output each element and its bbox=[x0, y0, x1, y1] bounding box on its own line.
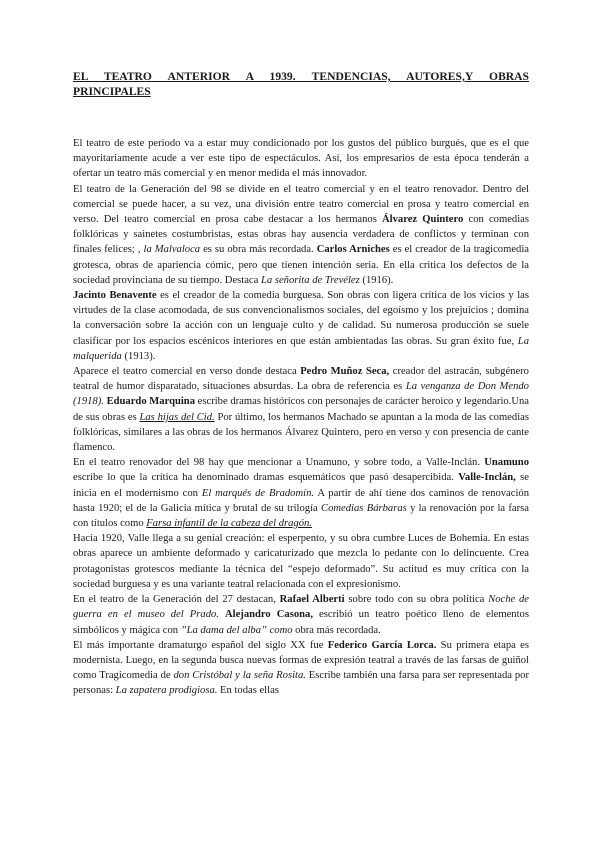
work-title: El marqués de Bradomín. bbox=[201, 487, 315, 499]
paragraph-intro-text: El teatro de este periodo va a estar muy condicionado por los gustos del público burgués, que es el que mayoritariamente acude a ver este tipo de espectáculos. Así, los empresarios de esta época tenderán a ofertar un teatro más comercial y en menor medida el más innovador. bbox=[73, 138, 529, 180]
text-span: En el teatro de la Generación del 27 destacan, bbox=[73, 594, 280, 606]
text-span: es el creador de la comedia burguesa. Son obras con ligera crítica de los vicios y las virtudes de la clase acomodada, de sus convencionalismos sociales, del egoísmo y los prejuicios ; domina la conversación sobre la acción con un lenguaje culto y de calidad. Su numerosa producción se suele clasificar por los espacios escénicos interiores en que están ambientadas las obras. Su gran éxito fue, bbox=[73, 290, 529, 347]
author-unamuno: Unamuno bbox=[484, 457, 529, 469]
paragraph-lorca bbox=[73, 638, 529, 699]
text-span: Por último, los hermanos Machado se apuntan a la moda de las comedias folklóricas, similares a las obras de los hermanos Álvarez Quintero, pero en verso y con presencia de cante flamenco. bbox=[73, 411, 529, 454]
text-span: con comedias folklóricas y sainetes costumbristas, estas obras hay ausencia verdadera de conflictos y terminan con finales felices; , bbox=[73, 214, 529, 256]
text-span: escribe dramas históricos con personajes de carácter heroico y legendario.Una de sus obras es bbox=[73, 396, 529, 423]
author-rafael-alberti: Rafael Alberti bbox=[279, 594, 345, 606]
author-garcia-lorca: Federico García Lorca. bbox=[327, 639, 437, 651]
work-title: La malquerida bbox=[73, 335, 529, 362]
text-span: y la renovación por la farsa con títulos como bbox=[73, 502, 529, 530]
paragraph-benavente bbox=[73, 288, 529, 364]
paragraph-esperpento-text: Hacia 1920, Valle llega a su genial creación: el esperpento, y su obra cumbre Luces de Bohemia. En estas obras aparece un ambiente deformado y caricaturizado que mezcla lo pedante con lo delincuente. Crea protagonistas grotescos mediante la técnica del “espejo deformado”. Su actitud es muy crítica con la sociedad burguesa y es una variante teatral relacionada con el expresionismo. bbox=[73, 533, 529, 590]
text-span: es su obra más recordada. bbox=[200, 244, 317, 256]
author-carlos-arniches: Carlos Arniches bbox=[316, 244, 390, 256]
work-title: la Malvaloca bbox=[143, 244, 201, 256]
text-span: es el creador de la tragicomedia grotesca, obras de apariencia cómic, pero que tienen intención seria. En ella critica los defectos de la sociedad provinciana de su tiempo. Destaca bbox=[73, 244, 529, 286]
author-eduardo-marquina: Eduardo Marquina bbox=[106, 396, 195, 408]
text-span: (1916). bbox=[359, 274, 394, 286]
text-span: El más importante dramaturgo español del siglo XX fue bbox=[73, 639, 328, 651]
work-title: La zapatera prodigiosa. bbox=[115, 685, 218, 697]
document-body bbox=[73, 136, 529, 699]
text-span: (1913). bbox=[121, 350, 156, 362]
author-munoz-seca: Pedro Muñoz Seca, bbox=[300, 366, 390, 378]
document-title-line-2 bbox=[73, 85, 529, 100]
author-valle-inclan: Valle-Inclán, bbox=[458, 472, 516, 484]
work-title: Farsa infantil de la cabeza del dragón. bbox=[146, 518, 312, 530]
paragraph-intro bbox=[73, 136, 529, 182]
work-title: don Cristóbal y la seña Rosita. bbox=[173, 670, 306, 682]
text-span: Aparece el teatro comercial en verso donde destaca bbox=[73, 366, 301, 378]
work-title: ”La dama del alba” como bbox=[180, 624, 293, 636]
document-title-line-1: EL TEATRO ANTERIOR A 1939. TENDENCIAS, AUTORES,Y OBRAS bbox=[73, 70, 529, 83]
text-span: El teatro de la Generación del 98 se divide en el teatro comercial y en el teatro renovador. Dentro del comercial se puede hacer, a su vez, una división entre teatro comercial en prosa y teatro comercial en verso. Del teatro comercial en prosa cabe destacar a los hermanos bbox=[73, 183, 529, 226]
author-alvarez-quintero: Álvarez Quintero bbox=[382, 214, 464, 226]
work-title: La señorita de Trevélez bbox=[260, 274, 360, 286]
text-span: A partir de ahí tiene dos caminos de renovación hasta 1920; el de la Galicia mítica y brutal de su trilogía bbox=[73, 487, 529, 514]
text-span: Escribe también una farsa para ser representada por personas: bbox=[73, 670, 530, 697]
work-title: Las hijas del Cid. bbox=[139, 411, 215, 423]
paragraph-esperpento bbox=[73, 531, 529, 592]
text-span: Su primera etapa es modernista. Luego, en la segunda busca nuevas formas de expresión teatral a través de las farsas de guiñol como Tragicomedia de bbox=[73, 639, 529, 682]
author-alejandro-casona: Alejandro Casona, bbox=[225, 609, 313, 621]
work-title: La venganza de Don Mendo (1918). bbox=[73, 381, 529, 408]
text-span: escribe lo que la crítica ha denominado dramas esquemáticos que pasó desapercibida. bbox=[73, 472, 459, 484]
document-title-line-2-text: PRINCIPALES bbox=[73, 84, 151, 98]
author-jacinto-benavente: Jacinto Benavente bbox=[73, 290, 157, 302]
paragraph-teatro-verso bbox=[73, 364, 529, 455]
text-span: sobre todo con su obra política bbox=[344, 594, 489, 606]
text-span: creador del astracán, subgénero teatral de humor disparatado, situaciones absurdas. La obra de referencia es bbox=[73, 366, 529, 393]
paragraph-generacion-98 bbox=[73, 182, 529, 288]
text-span: En el teatro renovador del 98 hay que mencionar a Unamuno, y sobre todo, a Valle-Inclán. bbox=[73, 457, 485, 469]
text-span: escribió un teatro poético lleno de elementos simbólicos y mágica con bbox=[73, 609, 529, 636]
work-title: Noche de guerra en el museo del Prado. bbox=[73, 594, 529, 621]
work-title: Comedias Bárbaras bbox=[321, 502, 407, 514]
text-span: se inicia en el modernismo con bbox=[73, 472, 529, 499]
paragraph-teatro-renovador bbox=[73, 455, 529, 531]
text-span: En todas ellas bbox=[217, 685, 279, 697]
text-span: obra más recordada. bbox=[292, 624, 381, 636]
paragraph-generacion-27 bbox=[73, 592, 529, 638]
document-header bbox=[73, 70, 529, 99]
